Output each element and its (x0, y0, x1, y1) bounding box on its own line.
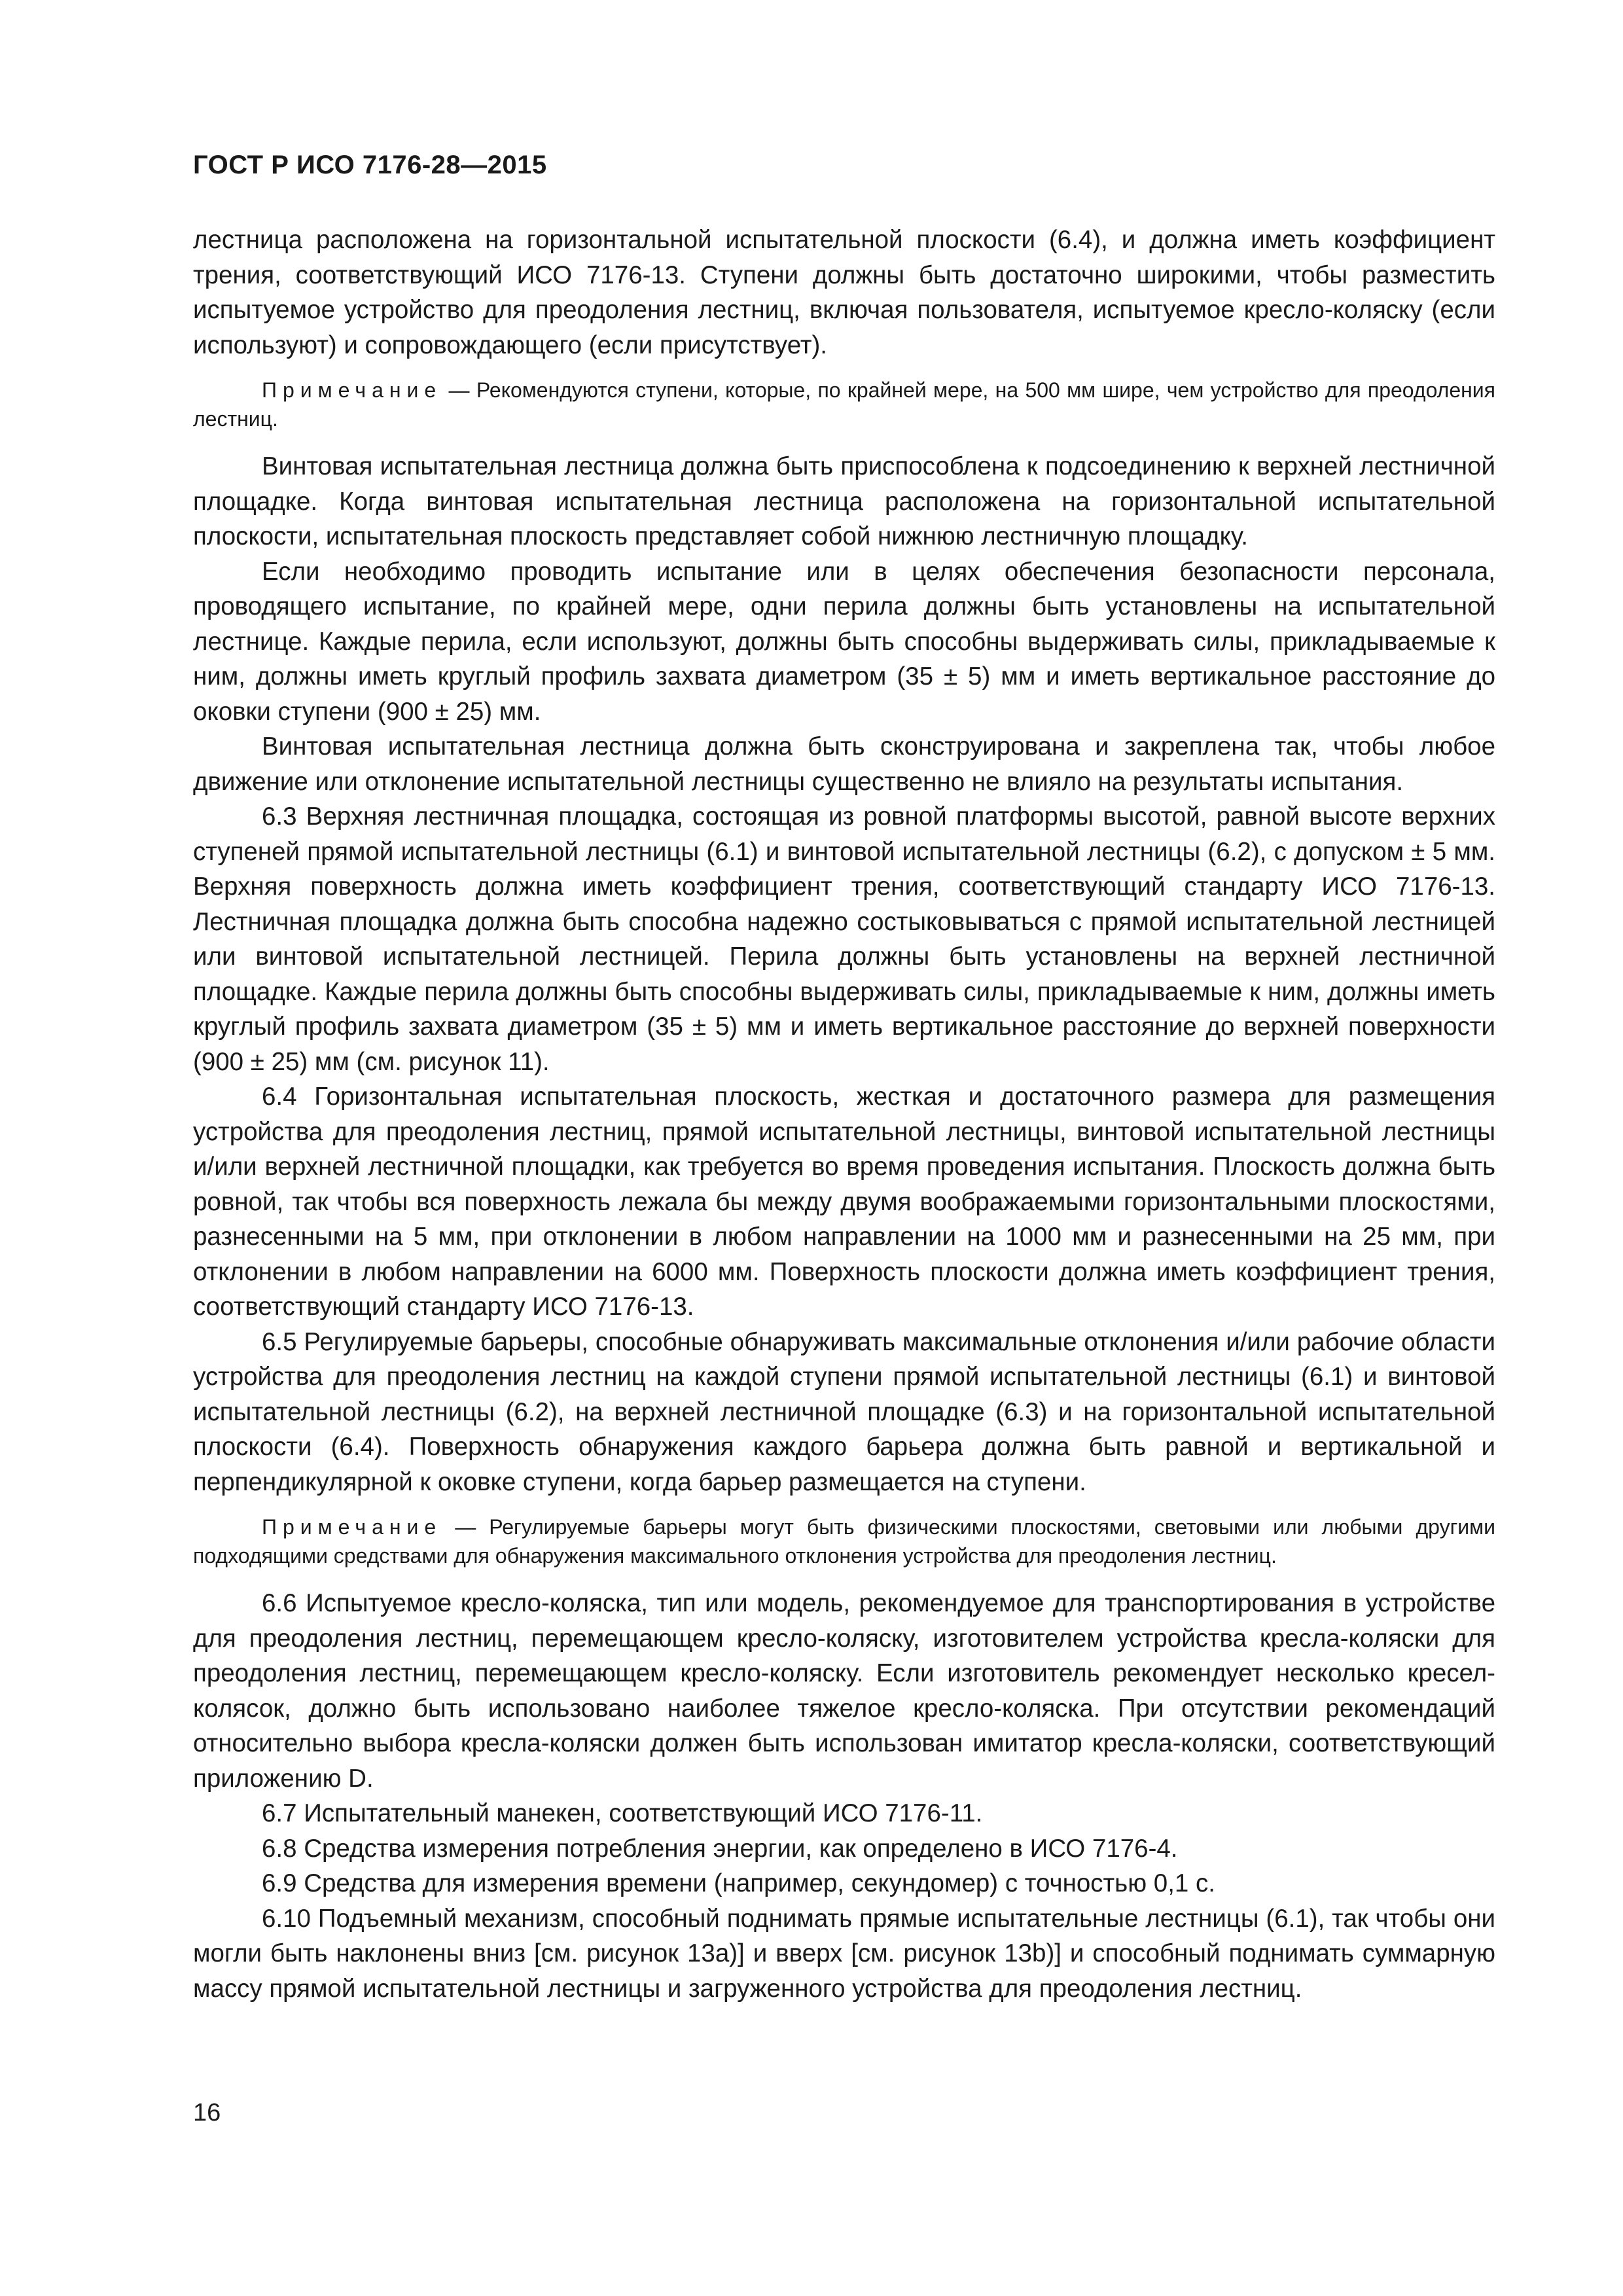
paragraph-6-5: 6.5 Регулируемые барьеры, способные обнаруживать максимальные отклонения и/или рабочие области устройства для преодоления лестниц на каждой ступени прямой испытательной лестницы (6.1) и винтовой испытательной лестницы (6.2), на верхней лестничной площадке (6.3) и на горизонтальной испытательной плоскости (6.4). Поверхность обнаружения каждого барьера должна быть равной и вертикальной и перпендикулярной к оковке ступени, когда барьер размещается на ступени. (193, 1327, 1495, 1496)
paragraph-intro: лестница расположена на горизонтальной испытательной плоскости (6.4), и должна иметь коэффициент трения, соответствующий ИСО 7176-13. Ступени должны быть достаточно широкими, чтобы разместить испытуемое устройство для преодоления лестниц, включая пользователя, испытуемое кресло-коляску (если используют) и сопровождающего (если присутствует). (193, 226, 1495, 359)
note-text: — Регулируемые барьеры могут быть физическими плоскостями, световыми или любыми другими подходящими средствами для обнаружения максимального отклонения устройства для преодоления лестниц. (193, 1515, 1495, 1568)
paragraph-handrails: Если необходимо проводить испытание или в целях обеспечения безопасности персонала, проводящего испытание, по крайней мере, одни перила должны быть установлены на испытательной лестнице. Каждые перила, если используют, должны быть способны выдерживать силы, прикладываемые к ним, должны иметь круглый профиль захвата диаметром (35 ± 5) мм и иметь вертикальное расстояние до оковки ступени (900 ± 25) мм. (193, 557, 1495, 726)
paragraph-6-6: 6.6 Испытуемое кресло-коляска, тип или модель, рекомендуемое для транспортирования в устройстве для преодоления лестниц, перемещающем кресло-коляску, изготовителем устройства кресла-коляски для преодоления лестниц, перемещающем кресло-коляску. Если изготовитель рекомендует несколько кресел-колясок, должно быть использовано наиболее тяжелое кресло-коляска. При отсутствии рекомендаций относительно выбора кресла-коляски должен быть использован имитатор кресла-коляски, соответствующий приложению D. (193, 1589, 1495, 1793)
paragraph-6-10: 6.10 Подъемный механизм, способный поднимать прямые испытательные лестницы (6.1), так чтобы они могли быть наклонены вниз [см. рисунок 13а)] и вверх [см. рисунок 13b)] и способный поднимать суммарную массу прямой испытательной лестницы и загруженного устройства для преодоления лестниц. (193, 1904, 1495, 2003)
note-label: Примечание (262, 378, 442, 402)
note-2 (193, 1513, 1495, 1570)
paragraph-construction: Винтовая испытательная лестница должна быть сконструирована и закреплена так, чтобы любое движение или отклонение испытательной лестницы существенно не влияло на результаты испытания. (193, 732, 1495, 796)
paragraph-6-8: 6.8 Средства измерения потребления энергии, как определено в ИСО 7176-4. (262, 1834, 1178, 1863)
note-text: — Рекомендуются ступени, которые, по крайней мере, на 500 мм шире, чем устройство для преодоления лестниц. (193, 378, 1495, 431)
note-1 (193, 376, 1495, 433)
paragraph-6-4: 6.4 Горизонтальная испытательная плоскость, жесткая и достаточного размера для размещения устройства для преодоления лестниц, прямой испытательной лестницы, винтовой испытательной лестницы и/или верхней лестничной площадки, как требуется во время проведения испытания. Плоскость должна быть ровной, так чтобы вся поверхность лежала бы между двумя воображаемыми горизонтальными плоскостями, разнесенными на 5 мм, при отклонении в любом направлении на 1000 мм и разнесенными на 25 мм, при отклонении в любом направлении на 6000 мм. Поверхность плоскости должна иметь коэффициент трения, соответствующий стандарту ИСО 7176-13. (193, 1083, 1495, 1321)
paragraph-6-9: 6.9 Средства для измерения времени (например, секундомер) с точностью 0,1 с. (262, 1869, 1215, 1897)
paragraph-6-3: 6.3 Верхняя лестничная площадка, состоящая из ровной платформы высотой, равной высоте верхних ступеней прямой испытательной лестницы (6.1) и винтовой испытательной лестницы (6.2), с допуском ± 5 мм. Верхняя поверхность должна иметь коэффициент трения, соответствующий стандарту ИСО 7176-13. Лестничная площадка должна быть способна надежно состыковываться с прямой испытательной лестницей или винтовой испытательной лестницей. Перила должны быть установлены на верхней лестничной площадке. Каждые перила должны быть способны выдерживать силы, прикладываемые к ним, должны иметь круглый профиль захвата диаметром (35 ± 5) мм и иметь вертикальное расстояние до верхней поверхности (900 ± 25) мм (см. рисунок 11). (193, 802, 1495, 1076)
paragraph-spiral-stair: Винтовая испытательная лестница должна быть приспособлена к подсоединению к верхней лестничной площадке. Когда винтовая испытательная лестница расположена на горизонтальной испытательной плоскости, испытательная плоскость представляет собой нижнюю лестничную площадку. (193, 452, 1495, 550)
document-body (193, 223, 1495, 2006)
page-number: 16 (193, 2099, 221, 2126)
note-label: Примечание (262, 1515, 442, 1539)
paragraph-6-7: 6.7 Испытательный манекен, соответствующий ИСО 7176-11. (262, 1799, 983, 1827)
document-header-title: ГОСТ Р ИСО 7176-28—2015 (193, 151, 547, 179)
